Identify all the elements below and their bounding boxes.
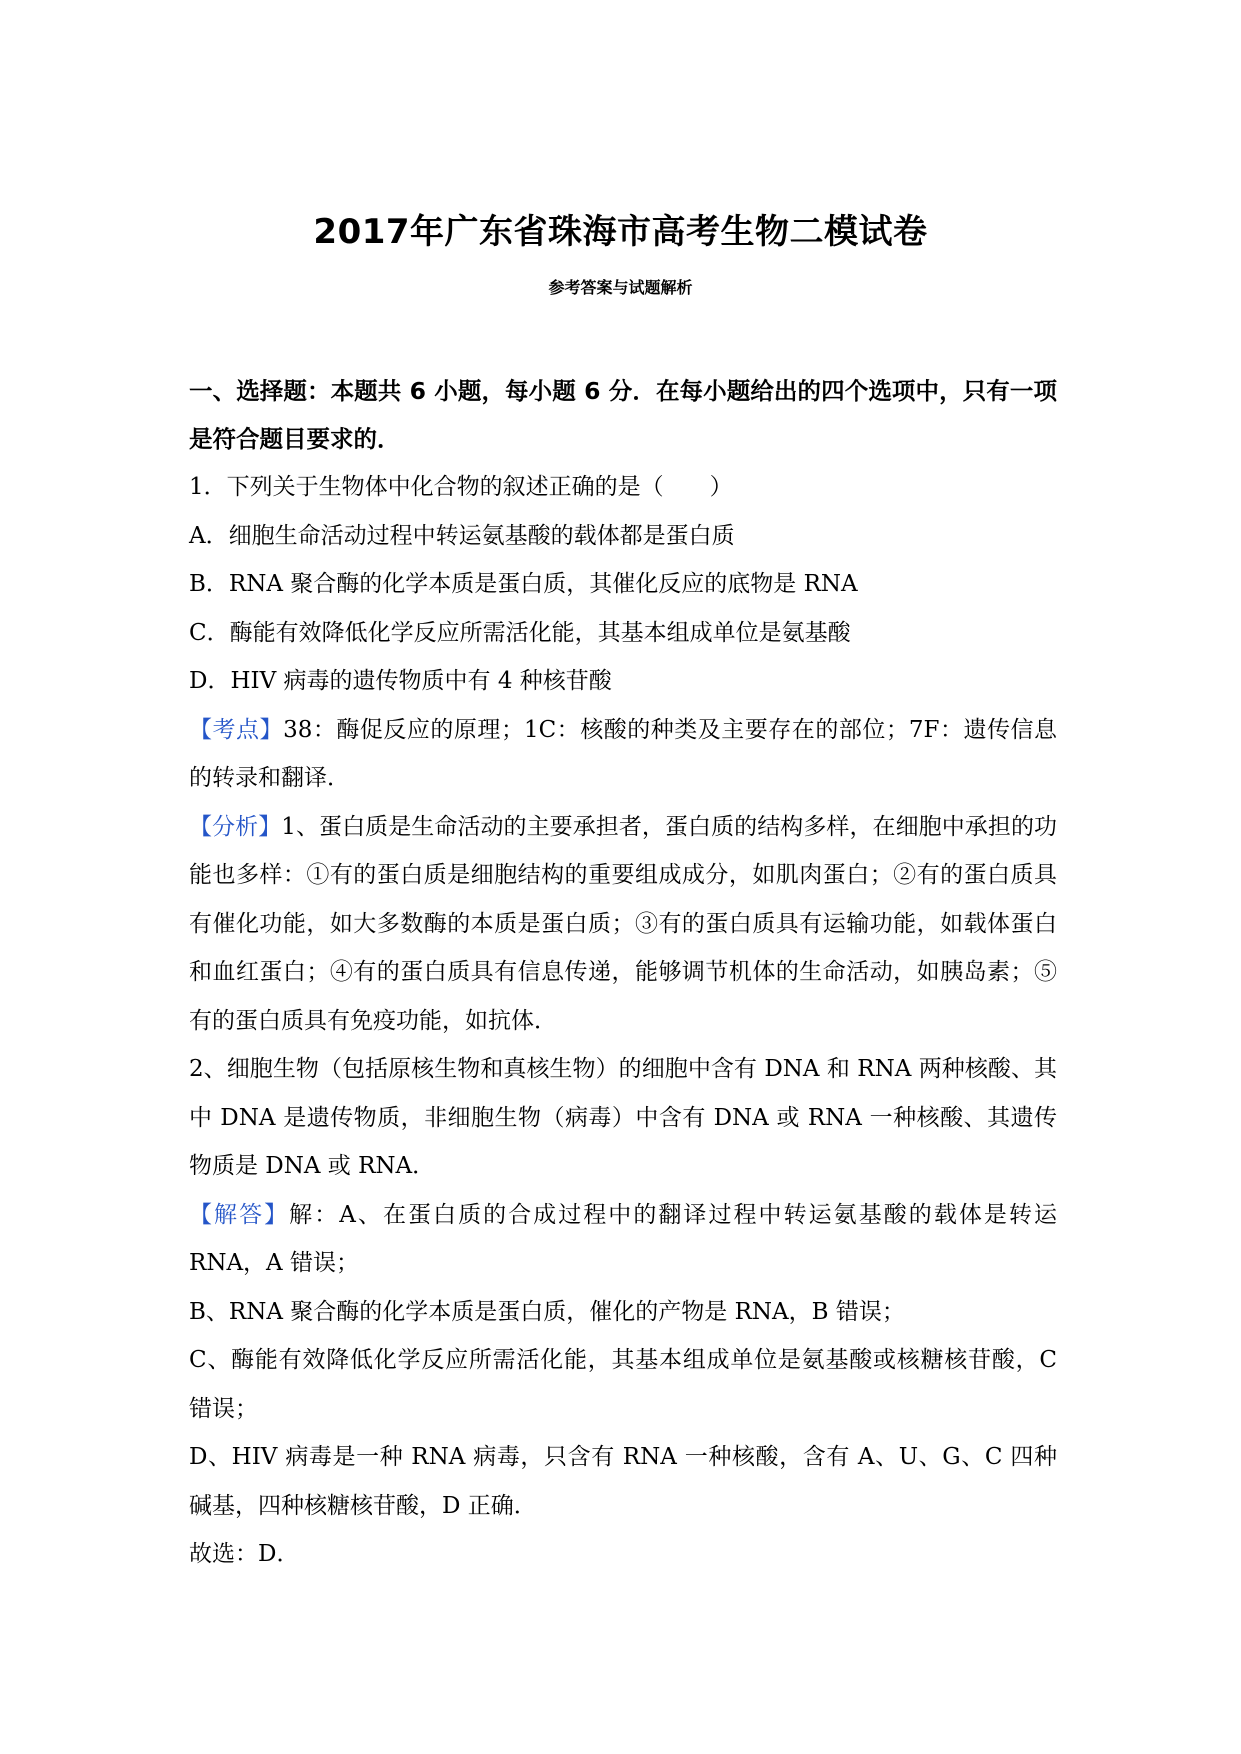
jieda-b: B、RNA 聚合酶的化学本质是蛋白质，催化的产物是 RNA，B 错误； bbox=[189, 1298, 905, 1325]
jieda-paragraph bbox=[189, 1191, 1057, 1288]
option-b: B．RNA 聚合酶的化学本质是蛋白质，其催化反应的底物是 RNA bbox=[189, 571, 858, 597]
question-stem: 1．下列关于生物体中化合物的叙述正确的是（ ） bbox=[189, 474, 733, 500]
option-d: D．HIV 病毒的遗传物质中有 4 种核苷酸 bbox=[189, 668, 612, 694]
document-title: 2017年广东省珠海市高考生物二模试卷 bbox=[313, 212, 928, 252]
fenxi-paragraph bbox=[189, 803, 1057, 1046]
jieda-d: D、HIV 病毒是一种 RNA 病毒，只含有 RNA 一种核酸，含有 A、U、G、C 四种碱基，四种核糖核苷酸，D 正确． bbox=[189, 1444, 1057, 1519]
fenxi-tag: 【分析】 bbox=[189, 813, 282, 840]
option-c: C．酶能有效降低化学反应所需活化能，其基本组成单位是氨基酸 bbox=[189, 619, 851, 646]
fenxi-paragraph-2: 2、细胞生物（包括原核生物和真核生物）的细胞中含有 DNA 和 RNA 两种核酸、其中 DNA 是遗传物质，非细胞生物（病毒）中含有 DNA 或 RNA 一种核酸、其遗传物质是 DNA 或 RNA． bbox=[189, 1056, 1057, 1179]
jieda-c: C、酶能有效降低化学反应所需活化能，其基本组成单位是氨基酸或核糖核苷酸，C 错误； bbox=[189, 1347, 1057, 1422]
document-subtitle: 参考答案与试题解析 bbox=[548, 278, 693, 297]
kaodian-paragraph bbox=[189, 706, 1057, 803]
section-heading: 一、选择题：本题共 6 小题，每小题 6 分．在每小题给出的四个选项中，只有一项是符合题目要求的． bbox=[189, 377, 1057, 453]
jieda-text-a: 解：A、在蛋白质的合成过程中的翻译过程中转运氨基酸的载体是转运 RNA，A 错误； bbox=[189, 1201, 1057, 1276]
option-a: A．细胞生命活动过程中转运氨基酸的载体都是蛋白质 bbox=[189, 522, 735, 549]
kaodian-tag: 【考点】 bbox=[189, 716, 284, 743]
answer-line: 故选：D． bbox=[189, 1541, 300, 1567]
jieda-tag: 【解答】 bbox=[189, 1201, 290, 1228]
document-content bbox=[189, 367, 1057, 1579]
kaodian-text: 38：酶促反应的原理；1C：核酸的种类及主要存在的部位；7F：遗传信息的转录和翻译． bbox=[189, 716, 1058, 791]
fenxi-text-1: 1、蛋白质是生命活动的主要承担者，蛋白质的结构多样，在细胞中承担的功能也多样：①有的蛋白质是细胞结构的重要组成成分，如肌肉蛋白；②有的蛋白质具有催化功能，如大多数酶的本质是蛋白质；③有的蛋白质具有运输功能，如载体蛋白和血红蛋白；④有的蛋白质具有信息传递，能够调节机体的生命活动，如胰岛素；⑤有的蛋白质具有免疫功能，如抗体． bbox=[189, 813, 1058, 1034]
